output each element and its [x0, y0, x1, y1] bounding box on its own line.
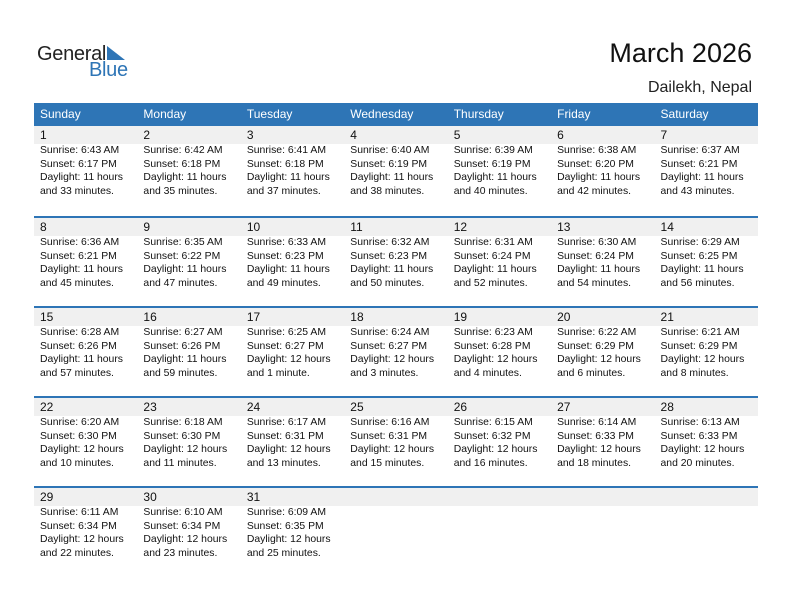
- daylight-text: Daylight: 12 hours: [453, 354, 538, 365]
- sunrise-text: Sunrise: 6:15 AM: [453, 417, 533, 428]
- week-row: [34, 216, 758, 306]
- sunrise-text: Sunrise: 6:43 AM: [40, 145, 120, 156]
- sunrise-text: Sunrise: 6:42 AM: [143, 145, 223, 156]
- daylight-text: Daylight: 12 hours: [143, 534, 228, 545]
- daylight-text: Daylight: 11 hours: [660, 172, 744, 183]
- day-number: 15: [40, 310, 54, 324]
- day-cell: [448, 308, 551, 380]
- day-cell: [655, 126, 758, 198]
- daylight-text: Daylight: 12 hours: [40, 534, 124, 545]
- day-number: 29: [40, 490, 54, 504]
- sunset-text: Sunset: 6:24 PM: [453, 250, 531, 262]
- day-cell: [551, 218, 654, 290]
- sunrise-text: Sunrise: 6:10 AM: [143, 507, 223, 518]
- day-cell: [34, 126, 137, 198]
- daylight-minutes-text: and 1 minute.: [246, 367, 310, 379]
- daylight-text: Daylight: 11 hours: [246, 172, 330, 183]
- day-cell: [241, 488, 344, 560]
- sunset-text: Sunset: 6:24 PM: [557, 250, 634, 262]
- sunrise-text: Sunrise: 6:17 AM: [246, 417, 326, 428]
- day-cell: [551, 308, 654, 380]
- sunrise-text: Sunrise: 6:21 AM: [660, 327, 740, 338]
- weekday-friday: Friday: [557, 107, 591, 121]
- sunrise-text: Sunrise: 6:38 AM: [557, 145, 637, 156]
- sunset-text: Sunset: 6:33 PM: [660, 430, 738, 442]
- day-number: 25: [350, 400, 364, 414]
- sunrise-text: Sunrise: 6:28 AM: [40, 327, 120, 338]
- day-number: 19: [453, 310, 468, 324]
- sunset-text: Sunset: 6:27 PM: [350, 340, 428, 352]
- day-number: 26: [453, 400, 468, 414]
- day-cell: [551, 126, 654, 198]
- daylight-text: Daylight: 12 hours: [557, 354, 641, 365]
- daylight-minutes-text: and 35 minutes.: [143, 185, 218, 197]
- day-number: 16: [143, 310, 157, 324]
- daylight-text: Daylight: 12 hours: [350, 444, 435, 455]
- sunset-text: Sunset: 6:33 PM: [557, 430, 634, 442]
- daylight-text: Daylight: 11 hours: [143, 172, 227, 183]
- sunset-text: Sunset: 6:26 PM: [143, 340, 221, 352]
- day-cell: [448, 218, 551, 290]
- daylight-minutes-text: and 47 minutes.: [143, 277, 218, 289]
- weekday-saturday: Saturday: [660, 107, 709, 121]
- daylight-minutes-text: and 15 minutes.: [350, 457, 425, 469]
- day-cell: [344, 398, 447, 470]
- daylight-text: Daylight: 12 hours: [660, 354, 745, 365]
- sunset-text: Sunset: 6:34 PM: [40, 520, 117, 532]
- day-cell: [655, 308, 758, 380]
- week-row: [34, 396, 758, 486]
- day-number: [661, 488, 758, 506]
- weekday-tuesday: Tuesday: [246, 107, 293, 121]
- sunset-text: Sunset: 6:29 PM: [557, 340, 634, 352]
- sunset-text: Sunset: 6:19 PM: [350, 158, 428, 170]
- daylight-minutes-text: and 45 minutes.: [40, 277, 114, 289]
- day-cell: [241, 218, 344, 290]
- daylight-minutes-text: and 38 minutes.: [350, 185, 425, 197]
- sunrise-text: Sunrise: 6:33 AM: [246, 237, 326, 248]
- day-cell: [448, 398, 551, 470]
- sunrise-text: Sunrise: 6:30 AM: [557, 237, 637, 248]
- sunset-text: Sunset: 6:27 PM: [246, 340, 324, 352]
- daylight-text: Daylight: 12 hours: [246, 534, 331, 545]
- day-cell: [448, 488, 551, 560]
- sunset-text: Sunset: 6:30 PM: [143, 430, 221, 442]
- sunset-text: Sunset: 6:18 PM: [143, 158, 221, 170]
- daylight-text: Daylight: 12 hours: [557, 444, 641, 455]
- day-cell: [655, 398, 758, 470]
- sunrise-text: Sunrise: 6:37 AM: [660, 145, 740, 156]
- sunset-text: Sunset: 6:31 PM: [350, 430, 428, 442]
- daylight-minutes-text: and 43 minutes.: [660, 185, 735, 197]
- daylight-minutes-text: and 6 minutes.: [557, 367, 626, 379]
- day-number: 31: [246, 490, 261, 504]
- daylight-text: Daylight: 11 hours: [557, 264, 641, 275]
- day-number: 1: [40, 128, 47, 142]
- sunset-text: Sunset: 6:22 PM: [143, 250, 221, 262]
- sunset-text: Sunset: 6:34 PM: [143, 520, 221, 532]
- daylight-text: Daylight: 11 hours: [660, 264, 744, 275]
- day-cell: [34, 398, 137, 470]
- daylight-minutes-text: and 22 minutes.: [40, 547, 114, 559]
- sunrise-text: Sunrise: 6:41 AM: [246, 145, 326, 156]
- day-cell: [344, 308, 447, 380]
- logo-triangle-icon: [107, 46, 125, 60]
- day-cell: [34, 488, 137, 560]
- day-cell: [34, 308, 137, 380]
- day-cell: [551, 488, 654, 560]
- daylight-text: Daylight: 11 hours: [40, 354, 123, 365]
- sunrise-text: Sunrise: 6:40 AM: [350, 145, 430, 156]
- weeks-container: [34, 126, 758, 576]
- day-number: [350, 488, 447, 506]
- day-number: [557, 488, 654, 506]
- sunset-text: Sunset: 6:21 PM: [660, 158, 738, 170]
- day-number: 17: [246, 310, 261, 324]
- daylight-minutes-text: and 54 minutes.: [557, 277, 632, 289]
- day-number: 22: [40, 400, 54, 414]
- day-number: 20: [557, 310, 571, 324]
- sunrise-text: Sunrise: 6:39 AM: [453, 145, 533, 156]
- sunrise-text: Sunrise: 6:36 AM: [40, 237, 120, 248]
- logo: [37, 40, 137, 80]
- day-number: 9: [143, 220, 151, 234]
- sunset-text: Sunset: 6:17 PM: [40, 158, 117, 170]
- sunrise-text: Sunrise: 6:27 AM: [143, 327, 223, 338]
- weekday-monday: Monday: [143, 107, 187, 121]
- sunset-text: Sunset: 6:21 PM: [40, 250, 117, 262]
- daylight-minutes-text: and 33 minutes.: [40, 185, 114, 197]
- page-title: March 2026: [609, 38, 752, 68]
- day-number: 10: [246, 220, 261, 234]
- sunrise-text: Sunrise: 6:31 AM: [453, 237, 533, 248]
- day-number: 11: [350, 220, 363, 234]
- daylight-text: Daylight: 12 hours: [660, 444, 745, 455]
- daylight-text: Daylight: 11 hours: [143, 264, 227, 275]
- sunrise-text: Sunrise: 6:23 AM: [453, 327, 533, 338]
- sunrise-text: Sunrise: 6:09 AM: [246, 507, 326, 518]
- daylight-minutes-text: and 56 minutes.: [660, 277, 735, 289]
- daylight-minutes-text: and 50 minutes.: [350, 277, 425, 289]
- daylight-minutes-text: and 49 minutes.: [246, 277, 321, 289]
- sunset-text: Sunset: 6:35 PM: [246, 520, 324, 532]
- daylight-minutes-text: and 10 minutes.: [40, 457, 114, 469]
- week-row: [34, 126, 758, 216]
- daylight-text: Daylight: 11 hours: [246, 264, 330, 275]
- daylight-text: Daylight: 11 hours: [350, 264, 434, 275]
- daylight-text: Daylight: 11 hours: [557, 172, 641, 183]
- sunset-text: Sunset: 6:20 PM: [557, 158, 634, 170]
- sunrise-text: Sunrise: 6:16 AM: [350, 417, 430, 428]
- daylight-text: Daylight: 11 hours: [350, 172, 434, 183]
- day-number: 7: [660, 128, 668, 142]
- day-cell: [344, 218, 447, 290]
- daylight-minutes-text: and 16 minutes.: [453, 457, 528, 469]
- day-number: 27: [557, 400, 571, 414]
- day-cell: [241, 398, 344, 470]
- day-number: 3: [246, 128, 254, 142]
- day-number: 6: [557, 128, 564, 142]
- sunset-text: Sunset: 6:23 PM: [246, 250, 324, 262]
- day-cell: [241, 126, 344, 198]
- week-row: [34, 486, 758, 576]
- day-number: 8: [40, 220, 47, 234]
- day-number: 21: [660, 310, 674, 324]
- day-number: 24: [246, 400, 261, 414]
- day-cell: [551, 398, 654, 470]
- day-number: [454, 488, 551, 506]
- day-number: 2: [143, 128, 151, 142]
- daylight-minutes-text: and 23 minutes.: [143, 547, 218, 559]
- sunrise-text: Sunrise: 6:13 AM: [660, 417, 740, 428]
- daylight-text: Daylight: 12 hours: [246, 354, 331, 365]
- day-number: 30: [143, 490, 157, 504]
- daylight-minutes-text: and 52 minutes.: [453, 277, 528, 289]
- daylight-minutes-text: and 4 minutes.: [453, 367, 522, 379]
- daylight-minutes-text: and 3 minutes.: [350, 367, 419, 379]
- daylight-text: Daylight: 12 hours: [453, 444, 538, 455]
- sunrise-text: Sunrise: 6:20 AM: [40, 417, 120, 428]
- day-cell: [137, 488, 240, 560]
- sunset-text: Sunset: 6:25 PM: [660, 250, 738, 262]
- day-cell: [655, 488, 758, 560]
- daylight-minutes-text: and 42 minutes.: [557, 185, 632, 197]
- day-cell: [241, 308, 344, 380]
- sunset-text: Sunset: 6:23 PM: [350, 250, 428, 262]
- sunrise-text: Sunrise: 6:11 AM: [40, 507, 119, 518]
- daylight-minutes-text: and 18 minutes.: [557, 457, 632, 469]
- sunset-text: Sunset: 6:18 PM: [246, 158, 324, 170]
- logo-general-text: General: [37, 43, 107, 65]
- daylight-text: Daylight: 12 hours: [246, 444, 331, 455]
- daylight-text: Daylight: 11 hours: [40, 172, 123, 183]
- day-number: 5: [453, 128, 461, 142]
- weekday-sunday: Sunday: [40, 107, 81, 121]
- day-cell: [34, 218, 137, 290]
- sunrise-text: Sunrise: 6:24 AM: [350, 327, 430, 338]
- daylight-text: Daylight: 11 hours: [453, 172, 537, 183]
- weekday-header-row: [34, 103, 758, 126]
- day-number: 13: [557, 220, 571, 234]
- day-cell: [344, 488, 447, 560]
- day-cell: [137, 308, 240, 380]
- daylight-minutes-text: and 59 minutes.: [143, 367, 218, 379]
- sunrise-text: Sunrise: 6:29 AM: [660, 237, 740, 248]
- sunrise-text: Sunrise: 6:32 AM: [350, 237, 430, 248]
- daylight-text: Daylight: 12 hours: [350, 354, 435, 365]
- sunset-text: Sunset: 6:30 PM: [40, 430, 117, 442]
- day-number: 12: [453, 220, 468, 234]
- day-number: 18: [350, 310, 364, 324]
- day-number: 14: [660, 220, 674, 234]
- day-cell: [448, 126, 551, 198]
- sunset-text: Sunset: 6:32 PM: [453, 430, 531, 442]
- sunset-text: Sunset: 6:31 PM: [246, 430, 324, 442]
- day-cell: [344, 126, 447, 198]
- day-cell: [137, 126, 240, 198]
- sunrise-text: Sunrise: 6:18 AM: [143, 417, 223, 428]
- daylight-text: Daylight: 11 hours: [40, 264, 123, 275]
- daylight-text: Daylight: 12 hours: [143, 444, 228, 455]
- daylight-text: Daylight: 11 hours: [143, 354, 227, 365]
- daylight-minutes-text: and 8 minutes.: [660, 367, 729, 379]
- day-number: 28: [660, 400, 674, 414]
- sunset-text: Sunset: 6:29 PM: [660, 340, 738, 352]
- week-row: [34, 306, 758, 396]
- sunrise-text: Sunrise: 6:22 AM: [557, 327, 637, 338]
- daylight-minutes-text: and 40 minutes.: [453, 185, 528, 197]
- location-subtitle: Dailekh, Nepal: [647, 79, 752, 96]
- day-cell: [137, 398, 240, 470]
- day-cell: [137, 218, 240, 290]
- daylight-minutes-text: and 20 minutes.: [660, 457, 735, 469]
- daylight-minutes-text: and 13 minutes.: [246, 457, 321, 469]
- sunrise-text: Sunrise: 6:35 AM: [143, 237, 223, 248]
- day-cell: [655, 218, 758, 290]
- weekday-thursday: Thursday: [453, 107, 504, 121]
- sunrise-text: Sunrise: 6:25 AM: [246, 327, 326, 338]
- daylight-text: Daylight: 12 hours: [40, 444, 124, 455]
- daylight-text: Daylight: 11 hours: [453, 264, 537, 275]
- sunset-text: Sunset: 6:28 PM: [453, 340, 531, 352]
- logo-blue-text: Blue: [89, 59, 128, 81]
- sunset-text: Sunset: 6:19 PM: [453, 158, 531, 170]
- daylight-minutes-text: and 11 minutes.: [143, 457, 217, 469]
- calendar-grid: [34, 103, 758, 576]
- daylight-minutes-text: and 57 minutes.: [40, 367, 114, 379]
- daylight-minutes-text: and 37 minutes.: [246, 185, 321, 197]
- weekday-wednesday: Wednesday: [350, 107, 414, 121]
- daylight-minutes-text: and 25 minutes.: [246, 547, 321, 559]
- sunset-text: Sunset: 6:26 PM: [40, 340, 117, 352]
- day-number: 4: [350, 128, 357, 142]
- day-number: 23: [143, 400, 157, 414]
- sunrise-text: Sunrise: 6:14 AM: [557, 417, 637, 428]
